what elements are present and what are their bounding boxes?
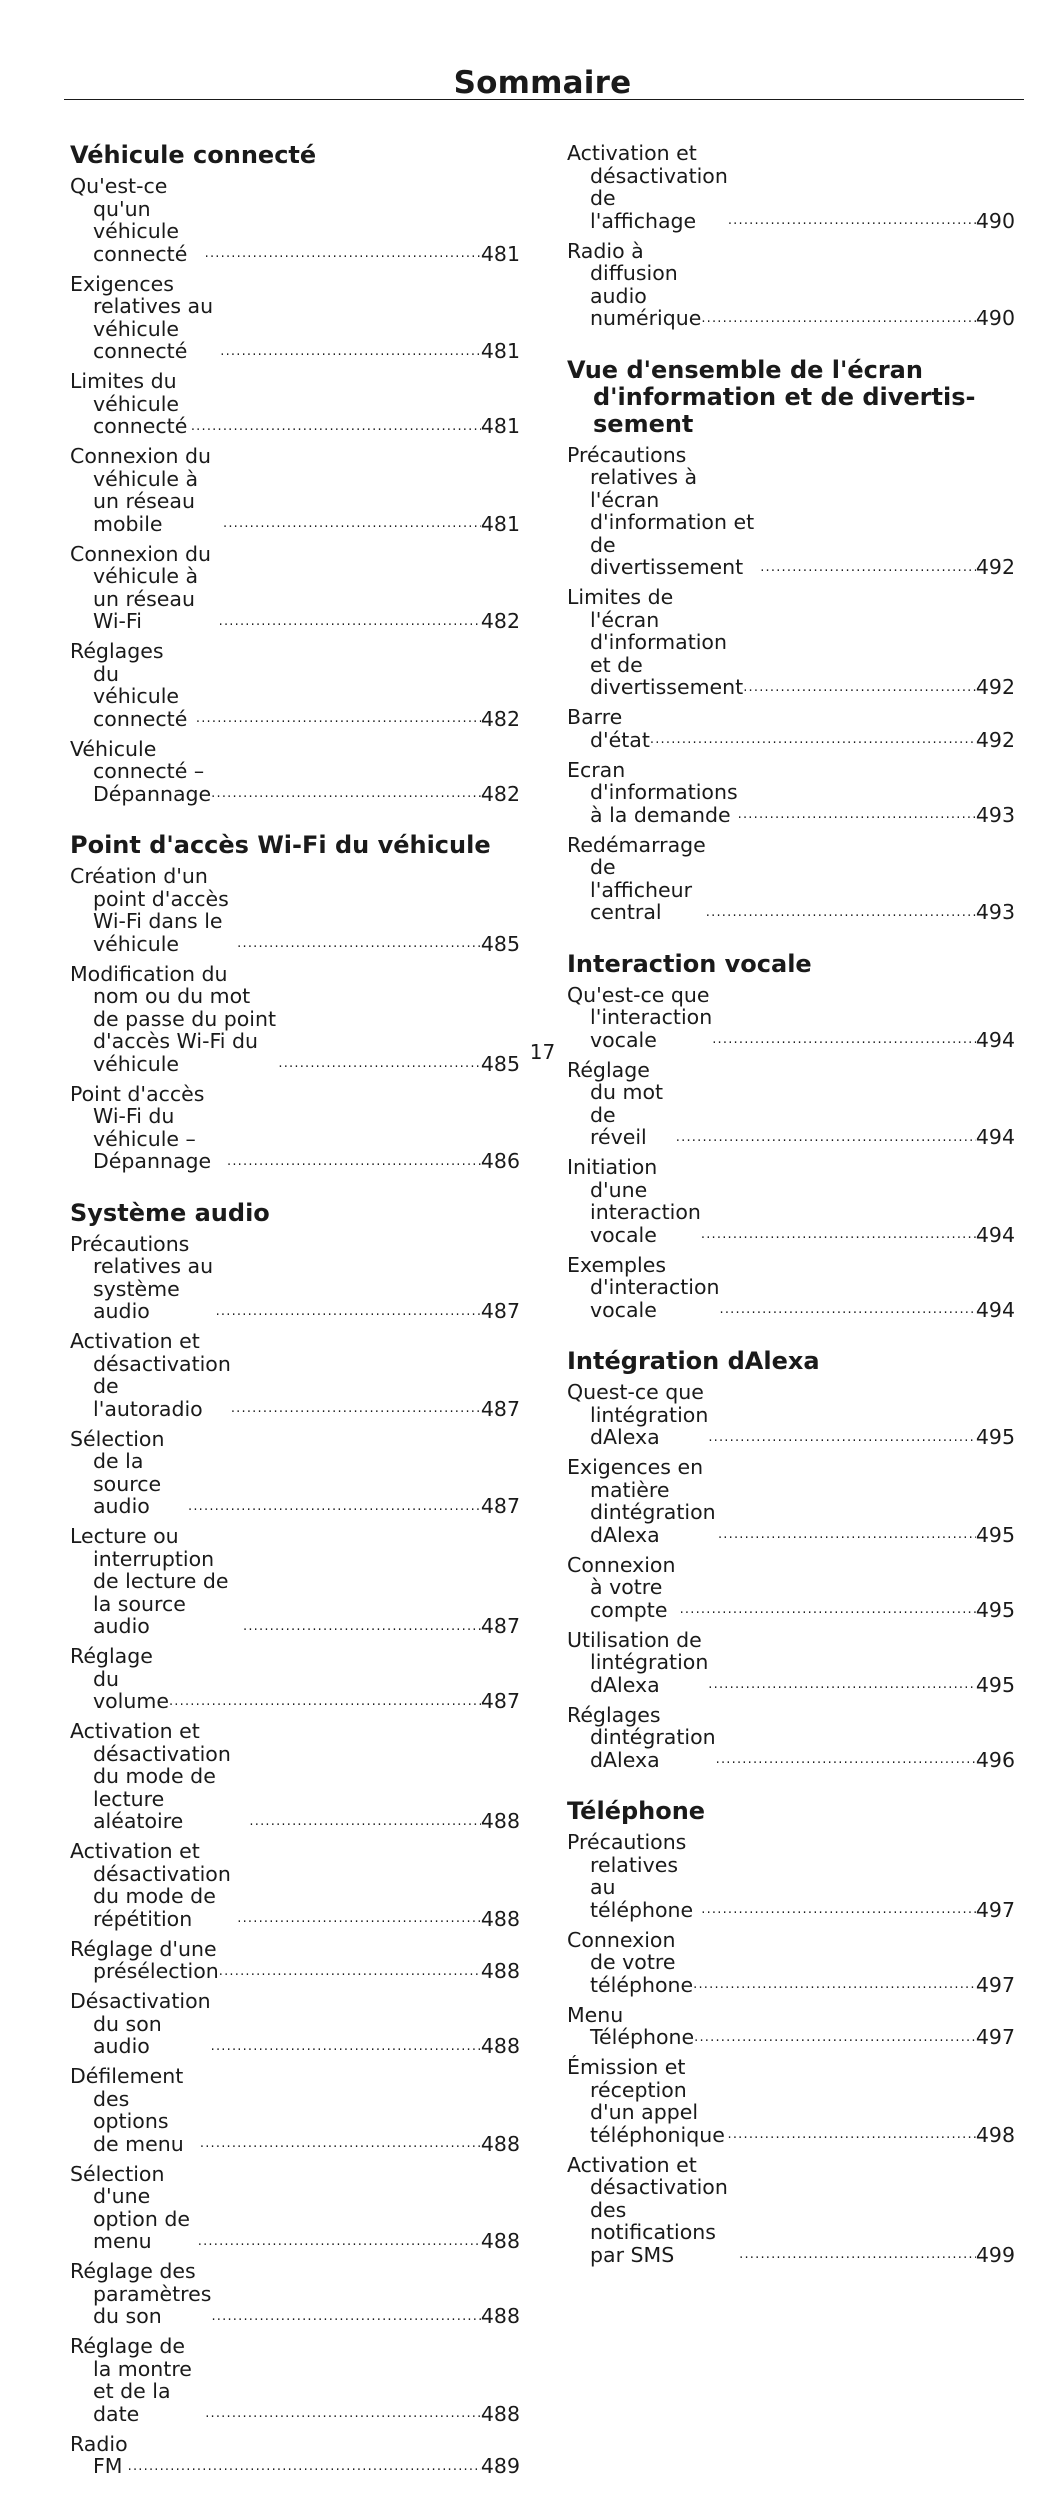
toc-entry-page: 488 [480, 2229, 520, 2253]
toc-entry[interactable] [567, 2056, 1015, 2146]
toc-entry-page: 488 [480, 2034, 520, 2058]
dot-leader [249, 1811, 480, 1833]
toc-entry-label: Connexion du véhicule à un réseau mobile [70, 444, 211, 536]
toc-entry-label: Radio FM [70, 2431, 128, 2478]
toc-entry-page: 486 [480, 1149, 520, 1173]
toc-entry-page: 493 [975, 900, 1015, 924]
toc-section [70, 1200, 520, 2478]
toc-entry[interactable] [70, 543, 520, 633]
toc-entry-label: Réglage de la montre et de la date [70, 2334, 192, 2426]
toc-entry[interactable] [70, 640, 520, 730]
toc-entry-page: 487 [480, 1396, 520, 1421]
toc-entry-page: 498 [975, 2122, 1015, 2147]
dot-leader [701, 308, 976, 330]
toc-entry-page: 488 [480, 1906, 520, 1931]
dot-leader [205, 243, 481, 265]
toc-entry-label: Initiation d'une interaction vocale [567, 1155, 701, 1247]
toc-entry-label: Précautions relatives au système audio [70, 1231, 214, 1323]
toc-entry-label: Précautions relatives à l'écran d'information et de divertissement [567, 442, 755, 579]
dot-leader [227, 1151, 481, 1173]
dot-leader [211, 783, 481, 805]
toc-entry-page: 496 [975, 1747, 1015, 1772]
page-number: 17 [529, 1040, 556, 1064]
dot-leader [693, 1974, 976, 1996]
toc-entry[interactable] [70, 2433, 520, 2478]
toc-entry-label: Menu Téléphone [567, 2002, 695, 2049]
toc-entry-label: Connexion du véhicule à un réseau Wi-Fi [70, 541, 211, 633]
toc-entry-label: Réglage des paramètres du son [70, 2259, 212, 2328]
dot-leader [211, 2306, 480, 2328]
toc-entry-label: Réglage du volume [70, 1644, 169, 1713]
toc-entry-label: Quest-ce que lintégration dAlexa [567, 1380, 709, 1449]
toc-entry[interactable] [567, 586, 1015, 699]
toc-entry-page: 492 [975, 727, 1015, 752]
toc-entry-label: Réglages dintégration dAlexa [567, 1702, 716, 1772]
toc-entry-label: Point d'accès Wi-Fi du véhicule – Dépannage [70, 1081, 212, 1173]
dot-leader [237, 933, 481, 955]
toc-entry-page: 487 [480, 1494, 520, 1518]
toc-entry[interactable] [567, 706, 1015, 751]
toc-entry[interactable] [567, 1254, 1015, 1322]
toc-entry-label: Activation et désactivation du mode de lecture aléatoire [70, 1719, 231, 1833]
toc-entry[interactable] [567, 1156, 1015, 1246]
dot-leader [196, 708, 481, 730]
toc-entry[interactable] [70, 738, 520, 806]
toc-entry-page: 481 [480, 414, 520, 438]
dot-leader [701, 1899, 976, 1921]
toc-entry[interactable] [70, 1990, 520, 2058]
toc-entry[interactable] [70, 1330, 520, 1420]
toc-entry-label: Lecture ou interruption de lecture de la source audio [70, 1524, 229, 1638]
toc-entry-label: Réglage du mot de réveil [567, 1057, 664, 1149]
toc-section [567, 951, 1015, 1322]
toc-entry-label: Réglages du véhicule connecté [70, 639, 188, 731]
title-divider [64, 99, 1024, 100]
section-title-point-d-acces-wi-fi-du-vehicule: Point d'accès Wi-Fi du véhicule [70, 831, 491, 859]
toc-entry-page: 492 [975, 675, 1015, 699]
toc-entry[interactable] [70, 2065, 520, 2155]
toc-entry-page: 487 [480, 1299, 520, 1323]
dot-leader [220, 341, 481, 363]
section-title-vehicule-connecte: Véhicule connecté [70, 141, 317, 169]
toc-entry-page: 497 [975, 2025, 1015, 2049]
dot-leader [680, 1599, 976, 1621]
toc-entry-label: Barre d'état [567, 705, 650, 752]
toc-entry-label: Sélection de la source audio [70, 1426, 165, 1518]
toc-entry-label: Ecran d'informations à la demande [567, 757, 738, 827]
toc-entry-page: 495 [975, 1597, 1015, 1622]
toc-entry-label: Sélection d'une option de menu [70, 2161, 190, 2253]
toc-entry-label: Limites du véhicule connecté [70, 369, 188, 438]
toc-entry[interactable] [70, 1840, 520, 1930]
toc-entry-page: 490 [975, 208, 1015, 233]
toc-entry[interactable] [70, 1233, 520, 1323]
dot-leader [198, 2231, 481, 2253]
toc-entry-page: 481 [480, 339, 520, 363]
toc-entry-page: 490 [975, 306, 1015, 330]
dot-leader [708, 1674, 976, 1696]
toc-entry-page: 481 [480, 511, 520, 536]
dot-leader [720, 1299, 976, 1321]
dot-leader [237, 1908, 481, 1930]
toc-right-column [567, 142, 1015, 2293]
toc-entry-label: Activation et désactivation de l'autoradio [70, 1329, 231, 1421]
toc-entry-page: 495 [975, 1522, 1015, 1547]
toc-entry-page: 489 [480, 2454, 520, 2478]
toc-entry[interactable] [70, 370, 520, 438]
toc-entry-label: Exigences en matière dintégration dAlexa [567, 1455, 716, 1547]
toc-entry[interactable] [70, 2335, 520, 2425]
dot-leader [694, 2027, 976, 2049]
toc-section [70, 832, 520, 1173]
toc-entry-page: 494 [975, 1027, 1015, 1052]
dot-leader [739, 2244, 976, 2266]
toc-entry-page: 495 [975, 1425, 1015, 1449]
toc-entry-page: 495 [975, 1672, 1015, 1697]
toc-entry[interactable] [70, 445, 520, 535]
toc-entry[interactable] [567, 240, 1015, 330]
toc-entry-label: Activation et désactivation des notifications par SMS [567, 2152, 728, 2267]
toc-entry-page: 481 [480, 241, 520, 266]
toc-entry[interactable] [70, 175, 520, 265]
toc-entry-page: 488 [480, 1809, 520, 1833]
dot-leader [738, 804, 976, 826]
toc-entry[interactable] [567, 759, 1015, 827]
toc-entry[interactable] [567, 444, 1015, 579]
section-title-interaction-vocale: Interaction vocale [567, 949, 812, 978]
toc-entry[interactable] [567, 142, 1015, 232]
toc-entry-page: 494 [975, 1222, 1015, 1247]
dot-leader [191, 416, 481, 438]
dot-leader [760, 557, 976, 579]
dot-leader [211, 2036, 481, 2058]
dot-leader [676, 1127, 976, 1149]
dot-leader [205, 2403, 481, 2425]
dot-leader [223, 513, 481, 535]
toc-entry-label: Précautions relatives au téléphone [567, 1830, 694, 1922]
dot-leader [701, 1224, 976, 1246]
toc-entry[interactable] [70, 2260, 520, 2328]
toc-entry-label: Émission et réception d'un appel téléphonique [567, 2055, 725, 2147]
toc-section [567, 357, 1015, 924]
toc-entry[interactable] [567, 1554, 1015, 1622]
toc-entry-label: Activation et désactivation du mode de répétition [70, 1839, 231, 1931]
page-title: Sommaire [453, 64, 632, 101]
toc-entry-page: 499 [975, 2242, 1015, 2267]
toc-entry[interactable] [70, 1083, 520, 1173]
toc-entry-label: Exigences relatives au véhicule connecté [70, 271, 214, 363]
dot-leader [243, 1616, 481, 1638]
toc-entry-label: Qu'est-ce qu'un véhicule connecté [70, 174, 188, 266]
toc-entry[interactable] [70, 273, 520, 363]
dot-leader [727, 2124, 975, 2146]
toc-entry-label: Défilement des options de menu [70, 2064, 184, 2156]
toc-entry[interactable] [567, 2004, 1015, 2049]
toc-entry-label: Radio à diffusion audio numérique [567, 238, 702, 330]
dot-leader [169, 1691, 481, 1713]
toc-entry[interactable] [70, 1525, 520, 1638]
toc-entry[interactable] [567, 1704, 1015, 1772]
toc-entry[interactable] [567, 2154, 1015, 2267]
section-title-vue-d-ensemble-de-l-ecran-d-information-et-de-divertis-sement: Vue d'ensemble de l'écran d'information et de divertis-sement [567, 355, 976, 438]
dot-leader [743, 677, 976, 699]
toc-entry-page: 497 [975, 1897, 1015, 1922]
toc-entry-label: Activation et désactivation de l'affichage [567, 141, 728, 233]
dot-leader [716, 1749, 976, 1771]
dot-leader [200, 2133, 481, 2155]
toc-entry[interactable] [567, 1456, 1015, 1546]
toc-entry-label: Véhicule connecté – Dépannage [70, 736, 212, 806]
section-title-integration-dalexa: Intégration dAlexa [567, 1347, 820, 1375]
toc-entry-page: 493 [975, 802, 1015, 827]
toc-entry-label: Réglage d'une présélection [70, 1936, 219, 1983]
toc-entry[interactable] [567, 834, 1015, 924]
toc-entry-label: Modification du nom ou du mot de passe du point d'accès Wi-Fi du véhicule [70, 961, 277, 1076]
toc-entry-page: 487 [480, 1689, 520, 1713]
toc-section [567, 142, 1015, 330]
dot-leader [706, 902, 976, 924]
toc-entry-page: 494 [975, 1297, 1015, 1322]
toc-entry-page: 487 [480, 1614, 520, 1638]
toc-entry-label: Connexion de votre téléphone [567, 1927, 694, 1997]
dot-leader [216, 1301, 481, 1323]
toc-entry-page: 485 [480, 931, 520, 956]
toc-entry[interactable] [70, 1428, 520, 1518]
toc-entry-page: 482 [480, 706, 520, 731]
toc-entry-page: 492 [975, 555, 1015, 579]
dot-leader [718, 1524, 976, 1546]
toc-section [567, 1348, 1015, 1771]
toc-entry-page: 482 [480, 781, 520, 806]
toc-entry[interactable] [70, 865, 520, 955]
toc-entry-page: 488 [480, 2401, 520, 2426]
toc-entry[interactable] [567, 1629, 1015, 1697]
toc-section [70, 142, 520, 805]
toc-entry[interactable] [567, 1929, 1015, 1997]
toc-entry-page: 488 [480, 2131, 520, 2156]
toc-entry-label: Désactivation du son audio [70, 1989, 211, 2058]
toc-entry-page: 485 [480, 1051, 520, 1076]
toc-entry-label: Qu'est-ce que l'interaction vocale [567, 982, 713, 1052]
dot-leader [231, 1398, 481, 1420]
toc-entry-page: 482 [480, 609, 520, 633]
toc-entry-page: 488 [480, 1959, 520, 1983]
toc-left-column [70, 142, 520, 2505]
toc-entry-page: 488 [480, 2304, 520, 2328]
dot-leader [219, 1961, 481, 1983]
dot-leader [219, 611, 481, 633]
dot-leader [728, 210, 976, 232]
toc-entry[interactable] [70, 1938, 520, 1983]
dot-leader [188, 1496, 481, 1518]
toc-entry[interactable] [70, 1720, 520, 1833]
toc-entry-label: Utilisation de lintégration dAlexa [567, 1627, 709, 1697]
toc-entry[interactable] [70, 1645, 520, 1713]
toc-entry[interactable] [567, 1059, 1015, 1149]
section-title-telephone: Téléphone [567, 1797, 706, 1825]
toc-entry-label: Création d'un point d'accès Wi-Fi dans le véhicule [70, 864, 229, 956]
section-title-systeme-audio: Système audio [70, 1198, 270, 1227]
toc-entry-label: Connexion à votre compte [567, 1552, 676, 1622]
toc-entry-label: Redémarrage de l'afficheur central [567, 832, 706, 924]
dot-leader [650, 729, 976, 751]
toc-entry[interactable] [567, 1381, 1015, 1449]
toc-section [567, 1798, 1015, 2266]
toc-entry-page: 494 [975, 1125, 1015, 1149]
toc-entry-page: 497 [975, 1972, 1015, 1997]
dot-leader [708, 1427, 976, 1449]
dot-leader [128, 2456, 481, 2478]
toc-entry[interactable] [70, 2163, 520, 2253]
toc-entry[interactable] [567, 1831, 1015, 1921]
toc-entry-label: Limites de l'écran d'information et de divertissement [567, 585, 744, 699]
toc-entry-label: Exemples d'interaction vocale [567, 1252, 720, 1322]
